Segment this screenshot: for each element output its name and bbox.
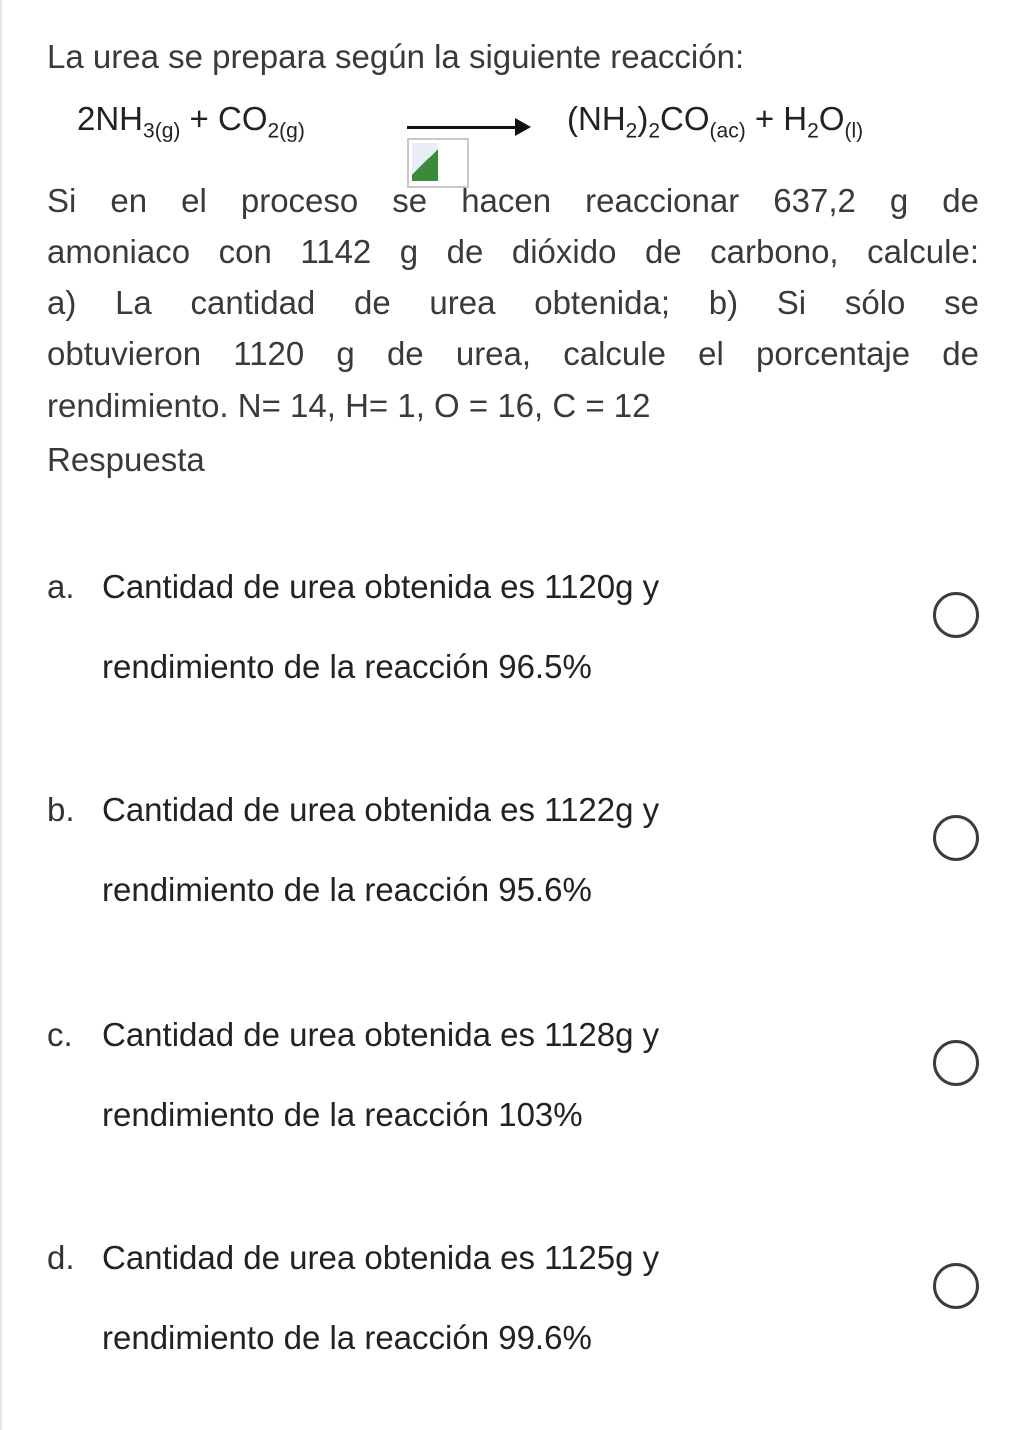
eq-text: + CO bbox=[180, 100, 268, 137]
eq-text: (NH bbox=[567, 100, 626, 137]
option-text: Cantidad de urea obtenida es 1120g y bbox=[102, 568, 660, 605]
option-letter: b. bbox=[47, 791, 75, 828]
radio-button[interactable] bbox=[933, 1040, 979, 1086]
option-text: Cantidad de urea obtenida es 1128g y bbox=[102, 1016, 660, 1053]
broken-image-icon bbox=[407, 138, 469, 188]
option-a[interactable] bbox=[47, 568, 987, 708]
eq-text: ) bbox=[637, 100, 649, 137]
answer-label: Respuesta bbox=[47, 441, 205, 478]
question-line: rendimiento. N= 14, H= 1, O = 16, C = 12 bbox=[47, 387, 651, 424]
eq-sub: (ac) bbox=[709, 119, 746, 143]
option-text: rendimiento de la reacción 95.6% bbox=[102, 871, 592, 908]
reaction-equation bbox=[77, 100, 977, 160]
eq-sub: 3(g) bbox=[143, 119, 181, 143]
option-d[interactable] bbox=[47, 1239, 987, 1379]
eq-sub: 2 bbox=[807, 119, 819, 143]
option-text: rendimiento de la reacción 103% bbox=[102, 1096, 583, 1133]
option-text: Cantidad de urea obtenida es 1125g y bbox=[102, 1239, 660, 1276]
eq-text: O bbox=[818, 100, 845, 137]
eq-text: 2NH bbox=[77, 100, 144, 137]
eq-sub: 2 bbox=[648, 119, 661, 143]
radio-button[interactable] bbox=[933, 592, 979, 638]
option-b[interactable] bbox=[47, 791, 987, 931]
option-text: rendimiento de la reacción 99.6% bbox=[102, 1319, 592, 1356]
option-text: rendimiento de la reacción 96.5% bbox=[102, 648, 592, 685]
question-line: obtuvieron 1120 g de urea, calcule el porcentaje de bbox=[47, 335, 979, 372]
option-letter: c. bbox=[47, 1016, 73, 1053]
question-intro: La urea se prepara según la siguiente reacción: bbox=[47, 38, 745, 75]
question-line: Si en el proceso se hacen reaccionar 637,2 g de bbox=[47, 182, 979, 219]
option-c[interactable] bbox=[47, 1016, 987, 1156]
reactants bbox=[77, 100, 305, 144]
radio-button[interactable] bbox=[933, 1263, 979, 1309]
question-line: a) La cantidad de urea obtenida; b) Si sólo se bbox=[47, 284, 979, 321]
eq-sub: 2(g) bbox=[267, 119, 305, 143]
eq-text: CO bbox=[660, 100, 710, 137]
eq-sub: 2 bbox=[625, 119, 638, 143]
products bbox=[567, 100, 863, 144]
question-line: amoniaco con 1142 g de dióxido de carbono, calcule: bbox=[47, 233, 979, 270]
eq-sub: (l) bbox=[844, 119, 864, 143]
reaction-arrow-icon bbox=[407, 126, 517, 129]
radio-button[interactable] bbox=[933, 815, 979, 861]
option-letter: a. bbox=[47, 568, 75, 605]
option-text: Cantidad de urea obtenida es 1122g y bbox=[102, 791, 660, 828]
option-letter: d. bbox=[47, 1239, 75, 1276]
eq-text: + H bbox=[745, 100, 808, 137]
